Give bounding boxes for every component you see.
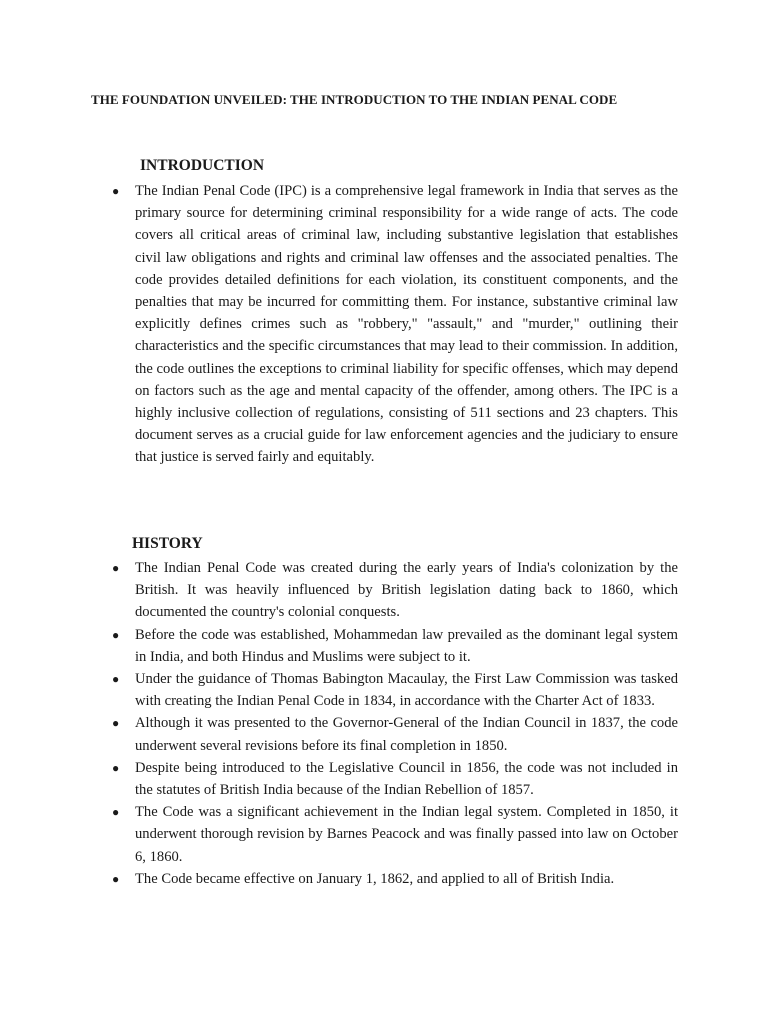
list-item-text: Before the code was established, Mohammedan law prevailed as the dominant legal system in India, and both Hindus and Muslims were subject to it. [135, 626, 678, 665]
list-item-text: Despite being introduced to the Legislative Council in 1856, the code was not included in the statutes of British India because of the Indian Rebellion of 1857. [135, 759, 678, 799]
list-item [110, 868, 678, 890]
list-item-text: Although it was presented to the Governor-General of the Indian Council in 1837, the code underwent several revisions before its final completion in 1850. [135, 715, 678, 754]
list-item-text: The Indian Penal Code (IPC) is a comprehensive legal framework in India that serves as the primary source for determining criminal responsibility for a wide range of acts. The code covers all critical areas of criminal law, including substantive legislation that establishes civil law obligations and rights and criminal law offenses and the associated penalties. The code provides detailed definitions for each violation, its constituent components, and the penalties that may be incurred for committing them. For instance, substantive criminal law explicitly defines crimes such as "robbery," "assault," and "murder," outlining their characteristics and the specific circumstances that may lead to their commission. In addition, the code outlines the exceptions to criminal liability for specific offenses, which may depend on factors such as the age and mental capacity of the offender, among others. The IPC is a highly inclusive collection of regulations, consisting of 511 sections and 23 chapters. This document serves as a crucial guide for law enforcement agencies and the judiciary to ensure that justice is served fairly and equitably. [135, 183, 678, 466]
bullet-icon: ● [112, 871, 120, 886]
list-item-text: The Code was a significant achievement in the Indian legal system. Completed in 1850, it underwent thorough revision by Barnes Peacock and was finally passed into law on October 6, 1860. [135, 804, 678, 865]
bullet-icon: ● [112, 805, 120, 820]
list-item [110, 557, 678, 624]
list-item [110, 712, 678, 756]
history-heading: HISTORY [132, 535, 203, 552]
introduction-heading: INTRODUCTION [140, 157, 265, 174]
history-list [110, 557, 678, 890]
list-item [110, 757, 678, 801]
document-title: THE FOUNDATION UNVEILED: THE INTRODUCTION TO THE INDIAN PENAL CODE [91, 92, 618, 107]
bullet-icon: ● [112, 627, 120, 642]
list-item [110, 624, 678, 668]
bullet-icon: ● [112, 716, 120, 731]
list-item-text: The Code became effective on January 1, 1862, and applied to all of British India. [135, 870, 615, 887]
introduction-list [110, 180, 678, 469]
bullet-icon: ● [112, 672, 120, 687]
bullet-icon: ● [112, 184, 120, 198]
list-item-text: Under the guidance of Thomas Babington Macaulay, the First Law Commission was tasked with creating the Indian Penal Code in 1834, in accordance with the Charter Act of 1833. [135, 671, 678, 710]
list-item [110, 801, 678, 868]
list-item [110, 668, 678, 712]
bullet-icon: ● [112, 760, 120, 775]
list-item-text: The Indian Penal Code was created during the early years of India's colonization by the British. It was heavily influenced by British legislation dating back to 1860, which documented the country's colonial conquests. [135, 560, 678, 621]
list-item [110, 180, 678, 469]
bullet-icon: ● [112, 561, 120, 575]
